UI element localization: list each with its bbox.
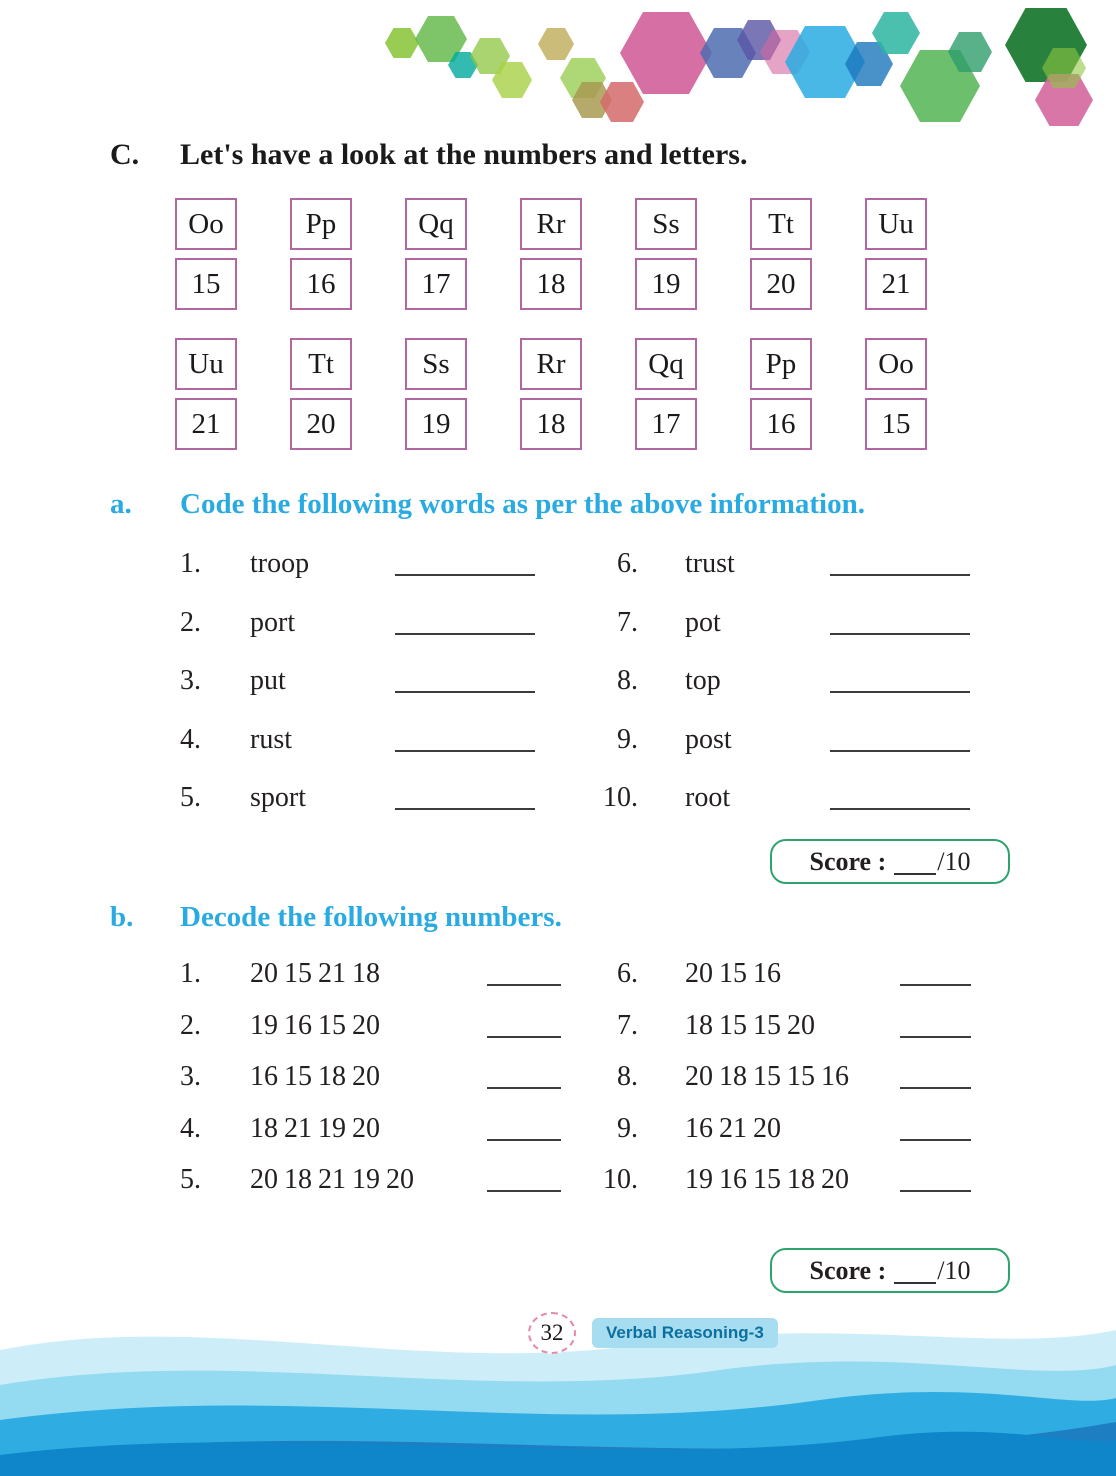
item-word: put bbox=[250, 665, 286, 696]
score-total: /10 bbox=[937, 846, 971, 876]
answer-blank bbox=[487, 1065, 561, 1089]
section-a-items bbox=[180, 548, 975, 841]
code-letter-box: Oo bbox=[865, 338, 927, 390]
code-letter-box: Oo bbox=[175, 198, 237, 250]
number-item bbox=[180, 1061, 590, 1113]
item-number: 1. bbox=[180, 548, 201, 579]
footer bbox=[528, 1312, 778, 1354]
letter-number-code-table bbox=[175, 198, 927, 450]
items-left-column bbox=[180, 548, 590, 841]
items-left-column bbox=[180, 958, 590, 1216]
score-label: Score : bbox=[809, 1255, 887, 1285]
answer-blank bbox=[395, 669, 535, 693]
code-cell bbox=[175, 338, 237, 450]
code-letter-box: Pp bbox=[290, 198, 352, 250]
item-number: 3. bbox=[180, 665, 201, 696]
item-number: 9. bbox=[617, 1112, 638, 1144]
code-number-box: 16 bbox=[290, 258, 352, 310]
code-cell bbox=[405, 198, 467, 310]
code-cell bbox=[405, 338, 467, 450]
code-letter-box: Qq bbox=[635, 338, 697, 390]
score-box bbox=[770, 839, 1010, 884]
code-cell bbox=[290, 198, 352, 310]
word-item bbox=[590, 724, 975, 783]
code-number-box: 18 bbox=[520, 398, 582, 450]
code-row bbox=[175, 198, 927, 310]
item-number: 10. bbox=[603, 782, 638, 813]
answer-blank bbox=[395, 552, 535, 576]
item-number: 3. bbox=[180, 1061, 201, 1092]
answer-blank bbox=[830, 552, 970, 576]
section-a-label: a. bbox=[110, 488, 132, 520]
answer-blank bbox=[487, 962, 561, 986]
item-number: 8. bbox=[617, 1061, 638, 1092]
item-word: sport bbox=[250, 782, 306, 813]
code-number-box: 17 bbox=[635, 398, 697, 450]
code-number-box: 15 bbox=[865, 398, 927, 450]
section-c-label: C. bbox=[110, 138, 140, 171]
code-number-box: 17 bbox=[405, 258, 467, 310]
code-number-box: 19 bbox=[635, 258, 697, 310]
code-number-box: 20 bbox=[750, 258, 812, 310]
answer-blank bbox=[830, 728, 970, 752]
item-number: 4. bbox=[180, 1112, 201, 1144]
item-word: top bbox=[685, 665, 721, 696]
code-letter-box: Rr bbox=[520, 198, 582, 250]
item-number: 7. bbox=[617, 1009, 638, 1041]
item-code: 19 16 15 20 bbox=[250, 1009, 380, 1041]
answer-blank bbox=[487, 1014, 561, 1038]
page-number-badge: 32 bbox=[528, 1312, 576, 1354]
answer-blank bbox=[830, 669, 970, 693]
word-item bbox=[180, 724, 590, 783]
item-code: 20 15 21 18 bbox=[250, 958, 380, 989]
code-letter-box: Tt bbox=[290, 338, 352, 390]
answer-blank bbox=[900, 1014, 971, 1038]
word-item bbox=[180, 607, 590, 666]
code-cell bbox=[520, 198, 582, 310]
answer-blank bbox=[487, 1117, 561, 1141]
code-number-box: 21 bbox=[175, 398, 237, 450]
item-code: 20 18 21 19 20 bbox=[250, 1164, 414, 1195]
code-cell bbox=[635, 338, 697, 450]
section-b-label: b. bbox=[110, 901, 134, 933]
code-letter-box: Uu bbox=[865, 198, 927, 250]
answer-blank bbox=[395, 786, 535, 810]
word-item bbox=[590, 782, 975, 841]
answer-blank bbox=[395, 728, 535, 752]
item-number: 6. bbox=[617, 548, 638, 579]
item-word: root bbox=[685, 782, 731, 813]
answer-blank bbox=[900, 1168, 971, 1192]
code-letter-box: Pp bbox=[750, 338, 812, 390]
word-item bbox=[180, 548, 590, 607]
hexagon-icon bbox=[385, 28, 419, 58]
number-item bbox=[590, 1113, 975, 1165]
number-item bbox=[590, 958, 975, 1010]
code-letter-box: Ss bbox=[635, 198, 697, 250]
item-code: 16 15 18 20 bbox=[250, 1061, 380, 1092]
number-item bbox=[590, 1010, 975, 1062]
word-item bbox=[180, 782, 590, 841]
code-cell bbox=[750, 198, 812, 310]
score-label: Score : bbox=[809, 846, 887, 876]
score-blank bbox=[894, 855, 936, 875]
book-title-badge: Verbal Reasoning-3 bbox=[592, 1318, 778, 1348]
code-cell bbox=[520, 338, 582, 450]
item-number: 4. bbox=[180, 723, 201, 755]
code-cell bbox=[750, 338, 812, 450]
item-number: 6. bbox=[617, 958, 638, 989]
answer-blank bbox=[830, 611, 970, 635]
section-c-title: Let's have a look at the numbers and letters. bbox=[180, 138, 748, 171]
code-letter-box: Ss bbox=[405, 338, 467, 390]
code-number-box: 20 bbox=[290, 398, 352, 450]
code-letter-box: Tt bbox=[750, 198, 812, 250]
section-a-heading bbox=[110, 488, 865, 521]
code-cell bbox=[175, 198, 237, 310]
hexagon-icon bbox=[620, 12, 712, 94]
code-letter-box: Uu bbox=[175, 338, 237, 390]
answer-blank bbox=[487, 1168, 561, 1192]
item-word: trust bbox=[685, 548, 735, 579]
section-c-heading bbox=[110, 138, 747, 172]
item-code: 18 21 19 20 bbox=[250, 1112, 380, 1144]
item-number: 1. bbox=[180, 958, 201, 989]
hexagon-icon bbox=[600, 82, 644, 122]
section-b-title: Decode the following numbers. bbox=[180, 901, 562, 933]
item-number: 2. bbox=[180, 606, 201, 638]
word-item bbox=[590, 665, 975, 724]
number-item bbox=[180, 958, 590, 1010]
code-number-box: 19 bbox=[405, 398, 467, 450]
item-code: 20 15 16 bbox=[685, 958, 781, 989]
code-number-box: 18 bbox=[520, 258, 582, 310]
item-code: 19 16 15 18 20 bbox=[685, 1164, 849, 1195]
score-total: /10 bbox=[937, 1255, 971, 1285]
section-b-heading bbox=[110, 901, 562, 934]
code-cell bbox=[290, 338, 352, 450]
item-number: 5. bbox=[180, 782, 201, 813]
items-right-column bbox=[590, 548, 975, 841]
answer-blank bbox=[900, 962, 971, 986]
code-cell bbox=[865, 198, 927, 310]
number-item bbox=[590, 1164, 975, 1216]
code-letter-box: Qq bbox=[405, 198, 467, 250]
items-right-column bbox=[590, 958, 975, 1216]
number-item bbox=[590, 1061, 975, 1113]
number-item bbox=[180, 1164, 590, 1216]
code-letter-box: Rr bbox=[520, 338, 582, 390]
item-word: pot bbox=[685, 606, 721, 638]
code-number-box: 16 bbox=[750, 398, 812, 450]
number-item bbox=[180, 1113, 590, 1165]
score-blank bbox=[894, 1264, 936, 1284]
item-word: rust bbox=[250, 723, 292, 755]
answer-blank bbox=[900, 1065, 971, 1089]
code-number-box: 15 bbox=[175, 258, 237, 310]
item-number: 2. bbox=[180, 1009, 201, 1041]
answer-blank bbox=[830, 786, 970, 810]
section-b-items bbox=[180, 958, 975, 1216]
answer-blank bbox=[900, 1117, 971, 1141]
item-code: 16 21 20 bbox=[685, 1112, 781, 1144]
code-row bbox=[175, 338, 927, 450]
item-number: 10. bbox=[603, 1164, 638, 1195]
hexagon-icon bbox=[538, 28, 574, 60]
item-word: port bbox=[250, 606, 296, 638]
item-number: 8. bbox=[617, 665, 638, 696]
code-cell bbox=[865, 338, 927, 450]
item-word: troop bbox=[250, 548, 310, 579]
item-code: 20 18 15 15 16 bbox=[685, 1061, 849, 1092]
answer-blank bbox=[395, 611, 535, 635]
hexagon-decoration bbox=[0, 0, 1116, 140]
item-code: 18 15 15 20 bbox=[685, 1009, 815, 1041]
item-number: 5. bbox=[180, 1164, 201, 1195]
item-number: 7. bbox=[617, 606, 638, 638]
word-item bbox=[590, 548, 975, 607]
code-number-box: 21 bbox=[865, 258, 927, 310]
number-item bbox=[180, 1010, 590, 1062]
word-item bbox=[590, 607, 975, 666]
score-box bbox=[770, 1248, 1010, 1293]
item-number: 9. bbox=[617, 723, 638, 755]
section-a-title: Code the following words as per the above information. bbox=[180, 488, 865, 520]
word-item bbox=[180, 665, 590, 724]
item-word: post bbox=[685, 723, 732, 755]
code-cell bbox=[635, 198, 697, 310]
